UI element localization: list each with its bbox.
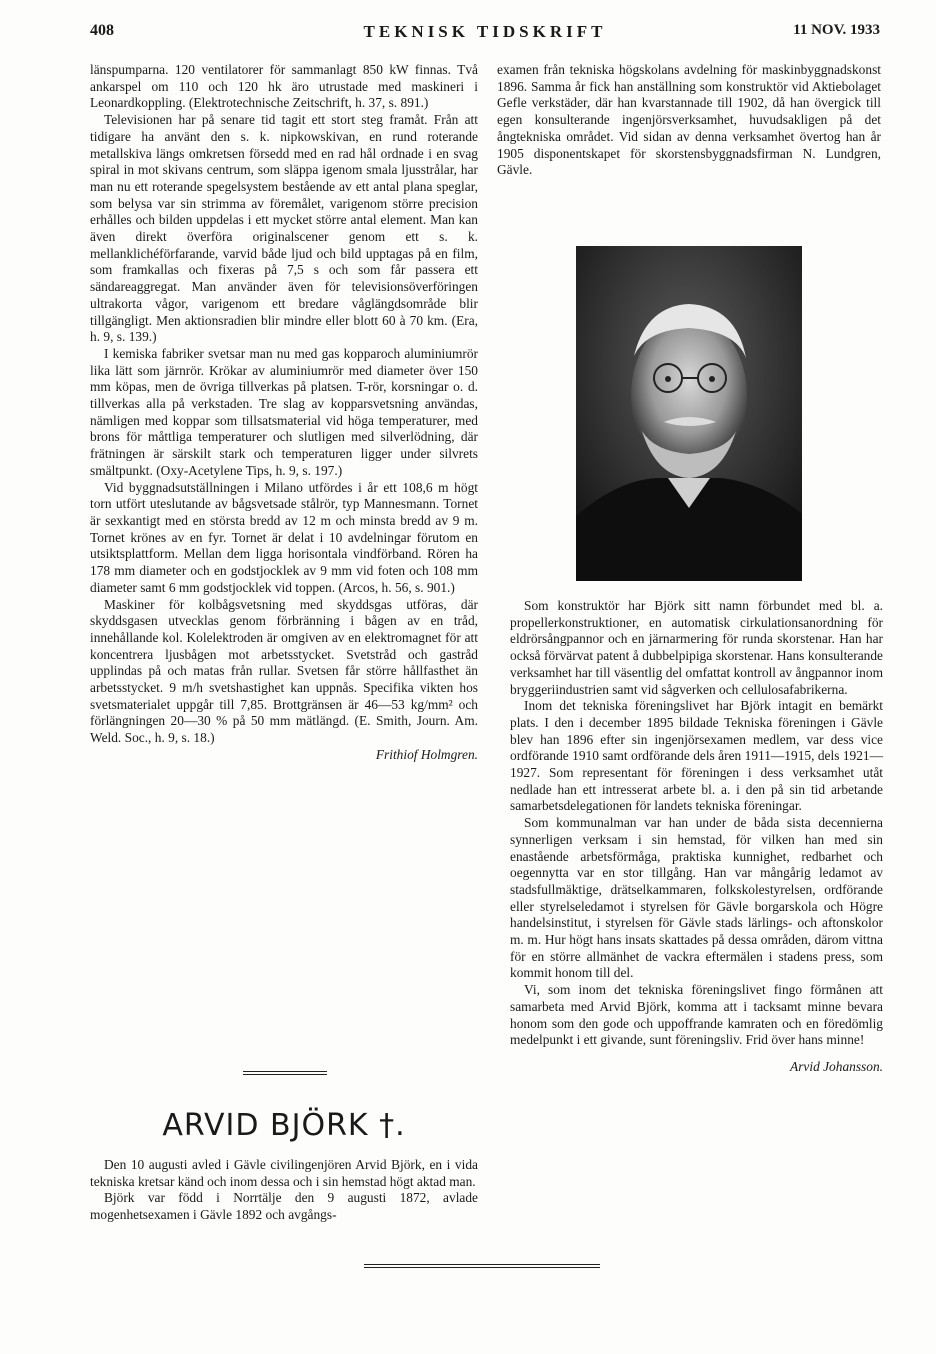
section-divider <box>243 1071 327 1075</box>
page-number: 408 <box>90 22 114 39</box>
signature: Frithiof Holmgren. <box>375 746 478 762</box>
obituary-headline: ARVID BJÖRK †. <box>162 1108 406 1143</box>
paragraph: Inom det tekniska föreningslivet har Björk intagit en bemärkt plats. I den i december 1895 bildade Tekniska föreningen i Gävle blev han 1896 efter sin ingenjörsexamen medlem, var dess vice ordförande 1910 samt ordförande dels åren 1911—1915, dels 1921—1927. Som representant för föreningen i dess verksamhet utåt nedlade han ett intresserat arbete bl. a. i den på sin tid arbetande samarbetsdelegationen för landets tekniska föreningar. <box>510 698 883 814</box>
portrait-photo <box>576 246 802 581</box>
paragraph: Som konstruktör har Björk sitt namn förbundet med bl. a. propellerkonstruktioner, en automatisk cirkulationsanordning för eldrörsångpannor och en järnarmering för runda skorstenar. Han har också förvärvat patent å dubbelpipiga skorstenar. Hans konsulterande verksamhet har till väsentlig del omfattat kontroll av ångpannor inom bryggeriindustrien samt vid sågverken och cellulosafabrikerna. <box>510 598 883 697</box>
paragraph: I kemiska fabriker svetsar man nu med gas kopparoch aluminiumrör lika lätt som järnrör. Krökar av aluminiumrör med diameter över 150 mm köpas, men de övriga tillverkas på platsen. T-rör, korsningar o. d. tillverkas alla på verkstaden. Tre slag av kopparsvetsning användas, nämligen med koppar som tillsatsmaterial vid höga temperaturer, med brons för måttliga temperaturer och slutligen med silverlödning, där frätningen är särskilt stark och temperaturen ligger under silvrets smältpunkt. (Oxy-Acetylene Tips, h. 9, s. 197.) <box>90 345 478 478</box>
portrait-image <box>576 246 802 581</box>
page-header <box>90 22 880 48</box>
paragraph: Vi, som inom det tekniska föreningslivet fingo förmånen att samarbeta med Arvid Björk, komma att i tacksamt minne bevara honom som den gode och uppoffrande kamraten och en föredömlig medelpunkt i ett givande, sunt föreningsliv. Frid över hans minne! <box>510 982 883 1048</box>
signature: Arvid Johansson. <box>790 1058 883 1074</box>
paragraph: Björk var född i Norrtälje den 9 augusti 1872, avlade mogenhetsexamen i Gävle 1892 och avgångs- <box>90 1190 478 1223</box>
left-column <box>90 62 478 764</box>
paragraph: Den 10 augusti avled i Gävle civilingenjören Arvid Björk, en i vida tekniska kretsar känd och inom dessa och i sin hemstad högt aktad man. <box>90 1157 478 1189</box>
paragraph: Maskiner för kolbågsvetsning med skyddsgas utföras, där skyddsgasen utvecklas genom förbränning i bågen av en tråd, innehållande kol. Kolelektroden är omgiven av en elektromagnet för att koncentrera ljusbågen mot arbetsstycket. Svetstråd och gastråd upplindas på och matas från rullar. Svetsen får större hållfasthet än arbetsstycket. 9 m/h svetshastighet kan uppnås. Specifika vikten hos svetsmaterialet uppgår till 7,85. Brottgränsen är 46—53 kg/mm² och förlängningen 20—30 % på 50 mm mätlängd. (E. Smith, Journ. Am. Weld. Soc., h. 9, s. 18.) <box>90 596 478 746</box>
obituary-start <box>90 1157 478 1224</box>
paragraph: länspumparna. 120 ventilatorer för sammanlagt 850 kW finnas. Två ankarspel om 110 och 120 hk äro utrustade med maskineri i Leonardkoppling. (Elektrotechnische Zeitschrift, h. 37, s. 891.) <box>90 62 478 111</box>
paragraph: Vid byggnadsutställningen i Milano utfördes i år ett 108,6 m högt torn utfört uteslutande av bågsvetsade stålrör, typ Mannesmann. Tornet är sexkantigt med en största bredd av 12 m och minsta bredd av 9 m. Tornet krönes av en fyr. Tornet är delat i 10 avdelningar förutom en utsiktsplattform. Mellan dem ligga horisontala vindförband. Rören ha 178 mm diameter och en godstjocklek av 9 mm vid foten och 108 mm diameter samt 6 mm godstjocklek vid toppen. (Arcos, h. 56, s. 901.) <box>90 479 478 595</box>
end-divider <box>364 1264 600 1268</box>
paragraph: Som kommunalman var han under de båda sista decennierna synnerligen verksam i sin hemstad, för vilken han med sin enastående arbetsförmåga, praktiska kunnighet, redbarhet och oegennytta var en stor tillgång. Han var mångårig ledamot av stadsfullmäktige, drätselkammaren, folkskolestyrelsen, ordförande eller styrelseledamot i styrelsen för Gävle borgarskola och Högre handelsinstitut, i styrelsen för Gävle stads lärlings- och aftonskolor m. m. Hur högt hans insats skattades på dessa områden, därom vittna för en större allmänhet de vackra eftermälen i stadens press, som kommit honom till del. <box>510 815 883 981</box>
journal-title: TEKNISK TIDSKRIFT <box>363 22 607 41</box>
paragraph: examen från tekniska högskolans avdelning för maskinbyggnadskonst 1896. Samma år fick han anställning som konstruktör vid Aktiebolaget Gefle verkstäder, där han kvarstannade till 1902, då han övergick till egen konsulterande ingenjörsverksamhet, huvudsakligen på det ångtekniska området. Vid sidan av denna verksamhet övertog han år 1905 disponentskapet för skorstensbyggnadsfirman N. Lundgren, Gävle. <box>497 62 881 178</box>
right-column-bottom <box>510 598 883 1076</box>
paragraph: Televisionen har på senare tid tagit ett stort steg framåt. Från att tidigare ha använt den s. k. nipkowskivan, en rund roterande metallskiva längs omkretsen försedd med en rad hål ordnade i en svag spiral in mot skivans centrum, som släppa igenom smala ljusstrålar, har man nu ett roterande spegelsystem bestående av ett antal plana speglar, som belysa var sin strimma av föremålet, varigenom större precision erhålles och bilden uppdelas i ett mycket större antal element. Man kan även direkt överföra originalscener genom ett s. k. mellanklichéförfarande, varvid både ljud och bild upptagas på en film, som framkallas och fixeras på 7,5 s och som får passera ett sändareaggregat. Man använder även för televisionsöverföringen ultrakorta vågor, varigenom ett bredare våglängdsområde blir tillgängligt. Men aktionsradien blir mindre eller blott 60 à 70 km. (Era, h. 9, s. 139.) <box>90 112 478 345</box>
right-column-top <box>497 62 881 179</box>
issue-date: 11 NOV. 1933 <box>793 22 880 38</box>
